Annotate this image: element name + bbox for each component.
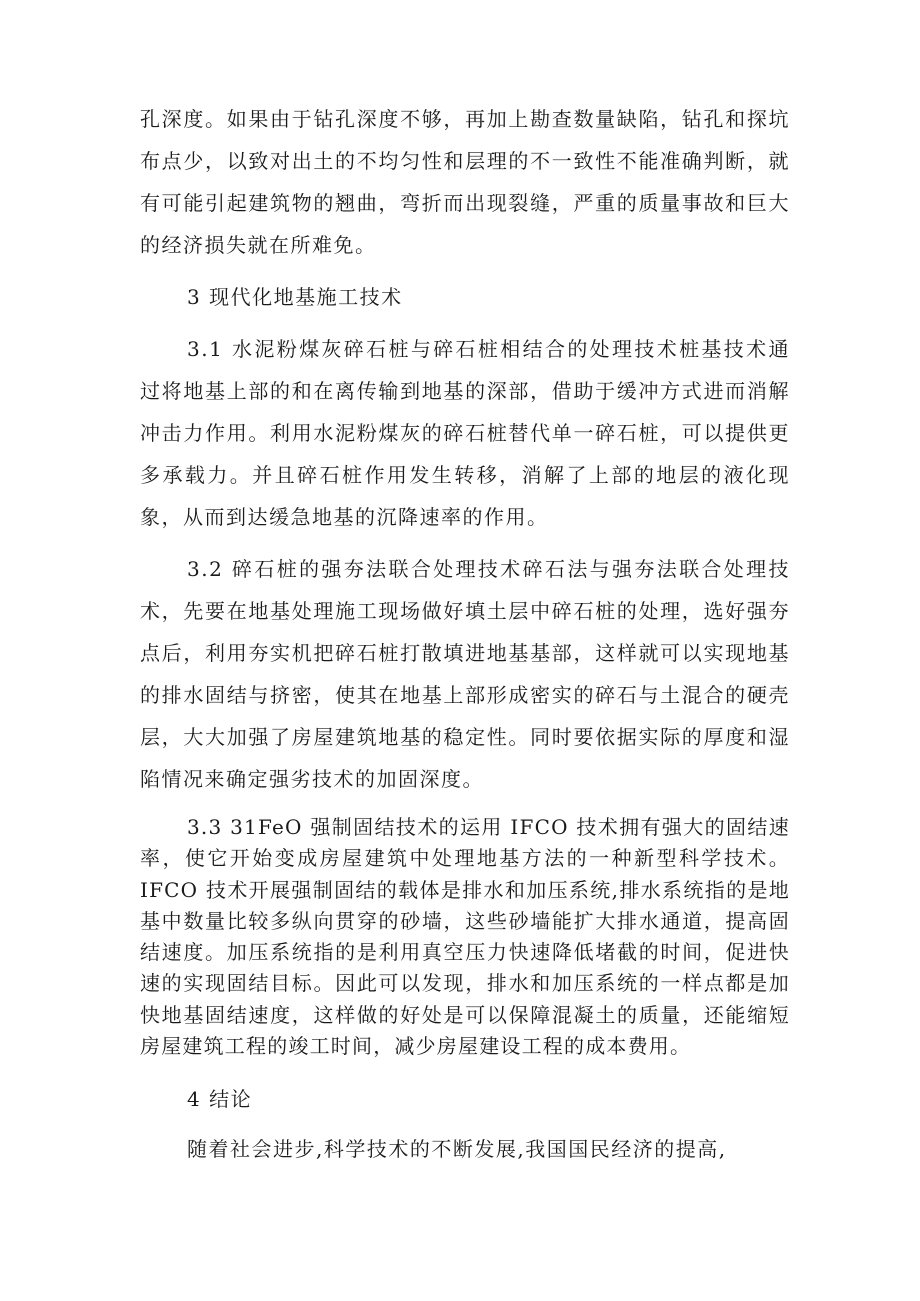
section-heading-4: 4 结论: [187, 1087, 253, 1112]
paragraph-conclusion: 随着社会进步,科学技术的不断发展,我国国民经济的提高,: [187, 1137, 727, 1162]
paragraph-3-3: 3.3 31FeO 强制固结技术的运用 IFCO 技术拥有强大的固结速率，使它开始变成房屋建筑中处理地基方法的一种新型科学技术。IFCO 技术开展强制固结的载体是排水和加压系统,排水系统指的是地基中数量比较多纵向贯穿的砂墙，这些砂墙能扩大排水通道，提高固结速度。加压系统指的是利用真空压力快速降低堵截的时间，促进快速的实现固结目标。因此可以发现，排水和加压系统的一样点都是加快地基固结速度，这样做的好处是可以保障混凝土的质量，还能缩短房屋建筑工程的竣工时间，减少房屋建设工程的成本费用。: [140, 815, 790, 1059]
document-page: [140, 98, 790, 1170]
paragraph-3-2: 3.2 碎石桩的强夯法联合处理技术碎石法与强夯法联合处理技术，先要在地基处理施工现场做好填土层中碎石桩的处理，选好强夯点后，利用夯实机把碎石桩打散填进地基基部，这样就可以实现地基的排水固结与挤密，使其在地基上部形成密实的碎石与土混合的硬壳层，大大加强了房屋建筑地基的稳定性。同时要依据实际的厚度和湿陷情况来确定强劣技术的加固深度。: [140, 557, 790, 791]
paragraph-drilling-depth: 孔深度。如果由于钻孔深度不够，再加上勘查数量缺陷，钻孔和探坑布点少，以致对出土的不均匀性和层理的不一致性不能准确判断，就有可能引起建筑物的翘曲，弯折而出现裂缝，严重的质量事故和巨大的经济损失就在所难免。: [140, 107, 790, 257]
section-heading-3: 3 现代化地基施工技术: [187, 285, 403, 309]
paragraph-3-1: 3.1 水泥粉煤灰碎石桩与碎石桩相结合的处理技术桩基技术通过将地基上部的和在离传输到地基的深部，借助于缓冲方式进而消解冲击力作用。利用水泥粉煤灰的碎石桩替代单一碎石桩，可以提供更多承载力。并且碎石桩作用发生转移，消解了上部的地层的液化现象，从而到达缓急地基的沉降速率的作用。: [140, 337, 790, 529]
